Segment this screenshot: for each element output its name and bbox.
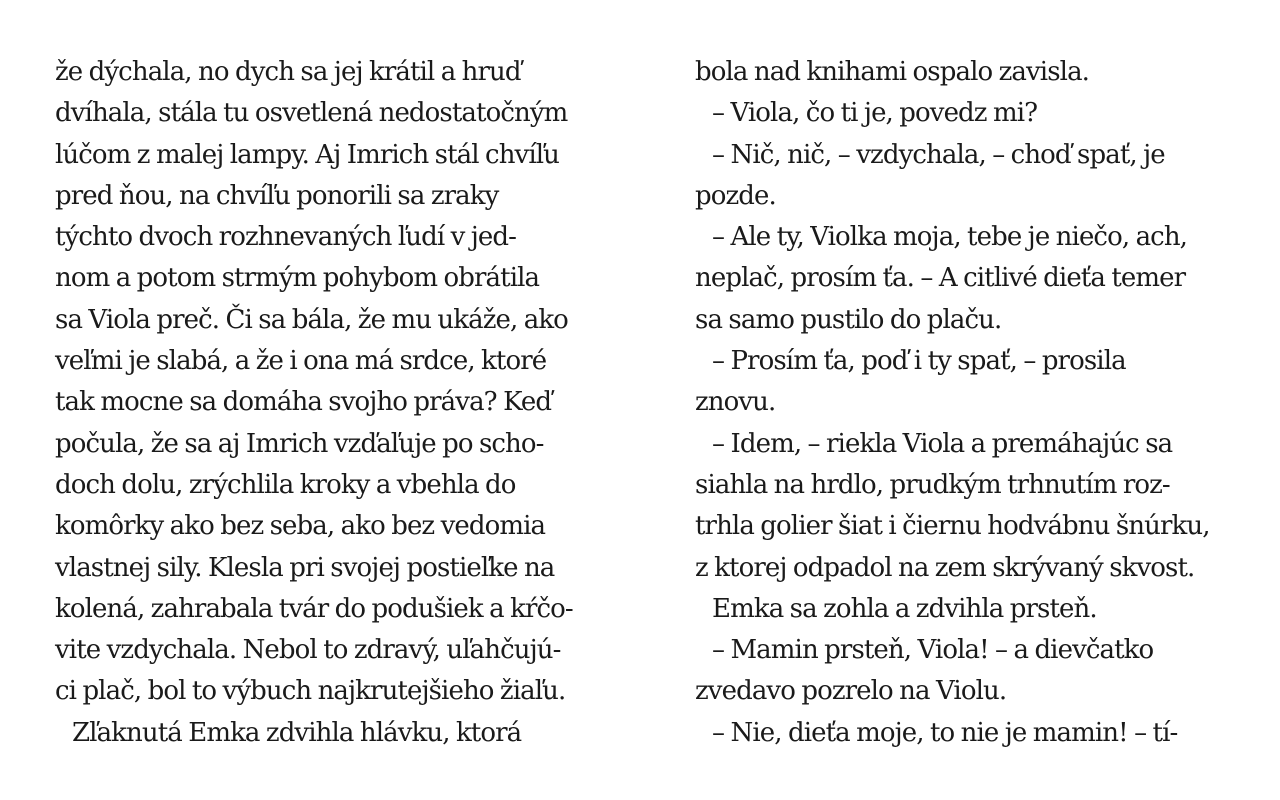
left-page <box>55 52 595 754</box>
text-line: z ktorej odpadol na zem skrývaný skvost. <box>695 552 1195 583</box>
text-line: tak mocne sa domáha svojho práva? Keď <box>55 387 552 418</box>
right-page <box>695 52 1235 754</box>
text-line: – Prosím ťa, poď i ty spať, – prosila <box>712 346 1126 377</box>
text-line: – Viola, čo ti je, povedz mi? <box>712 98 1038 129</box>
text-line: vite vzdychala. Nebol to zdravý, uľahčujú- <box>55 635 561 666</box>
text-line: týchto dvoch rozhnevaných ľudí v jed- <box>55 222 517 253</box>
text-line: – Nie, dieťa moje, to nie je mamin! – tí- <box>712 717 1178 748</box>
text-line: – Idem, – riekla Viola a premáhajúc sa <box>712 428 1173 459</box>
text-line: že dýchala, no dych sa jej krátil a hruď <box>55 57 521 87</box>
text-line: komôrky ako bez seba, ako bez vedomia <box>55 511 546 542</box>
text-line: kolená, zahrabala tvár do podušiek a kŕčo- <box>55 593 573 624</box>
text-line: sa samo pustilo do plaču. <box>695 304 1002 335</box>
text-line: nom a potom strmým pohybom obrátila <box>55 263 540 294</box>
text-line: – Nič, nič, – vzdychala, – choď spať, je <box>712 139 1165 170</box>
text-line: neplač, prosím ťa. – A citlivé dieťa temer <box>695 263 1186 294</box>
text-line: sa Viola preč. Či sa bála, že mu ukáže, ako <box>55 304 568 335</box>
text-line: siahla na hrdlo, prudkým trhnutím roz- <box>695 469 1170 500</box>
text-line: doch dolu, zrýchlila kroky a vbehla do <box>55 469 516 500</box>
text-line: bola nad knihami ospalo zavisla. <box>695 57 1090 87</box>
text-line: Emka sa zohla a zdvihla prsteň. <box>712 593 1097 624</box>
text-line: – Mamin prsteň, Viola! – a dievčatko <box>712 635 1154 666</box>
text-line: počula, že sa aj Imrich vzďaľuje po scho- <box>55 428 544 459</box>
text-line: pozde. <box>695 180 776 211</box>
text-line: veľmi je slabá, a že i ona má srdce, ktoré <box>55 346 547 377</box>
text-line: – Ale ty, Violka moja, tebe je niečo, ach, <box>712 222 1188 253</box>
text-line: pred ňou, na chvíľu ponorili sa zraky <box>55 180 499 211</box>
text-line: trhla golier šiat i čiernu hodvábnu šnúrku, <box>695 511 1210 542</box>
text-line: dvíhala, stála tu osvetlená nedostatočným <box>55 98 568 129</box>
text-line: vlastnej sily. Klesla pri svojej postieľke na <box>55 552 555 583</box>
text-line: Zľaknutá Emka zdvihla hlávku, ktorá <box>72 717 522 748</box>
text-line: ci plač, bol to výbuch najkrutejšieho žiaľu. <box>55 676 566 707</box>
text-line: lúčom z malej lampy. Aj Imrich stál chvíľu <box>55 139 560 170</box>
text-line: zvedavo pozrelo na Violu. <box>695 676 1007 707</box>
text-line: znovu. <box>695 387 776 418</box>
